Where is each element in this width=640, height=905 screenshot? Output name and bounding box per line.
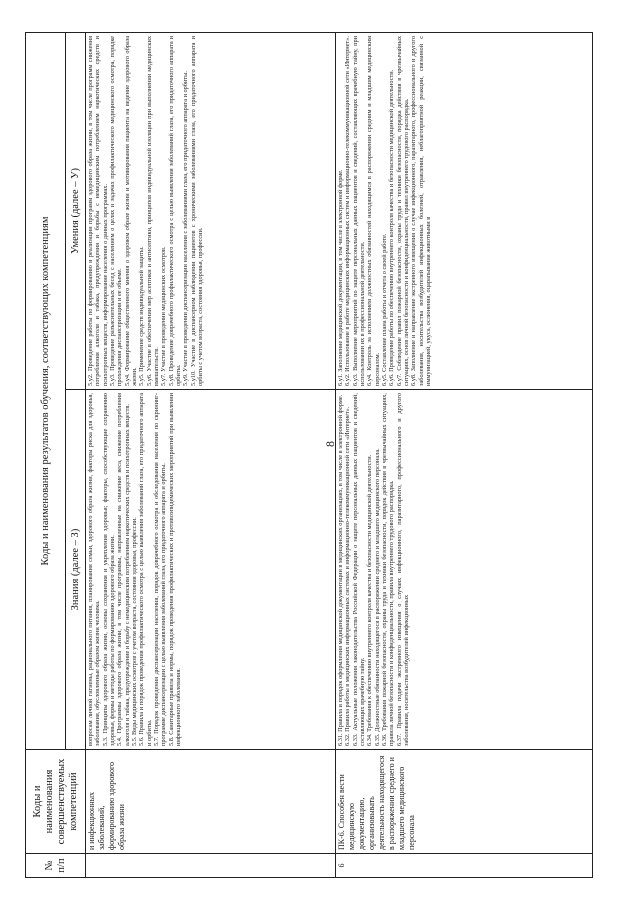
knowledge-item: 6.32. Правила работы в медицинских информационных системах и информационно-телекоммуникационной сети «Интернет». bbox=[344, 406, 352, 746]
row-num: 6 bbox=[336, 854, 593, 878]
knowledge-item: 6.34. Требования к обеспечению внутреннего контроля качества и безопасности медицинской деятельности. bbox=[366, 454, 374, 746]
row-competence: и инфекционных заболеваний, формированию здорового образа жизни bbox=[86, 750, 336, 854]
knowledge-item: 6.37. Правила подачи экстренного извещения о случаях инфекционного, паразитарного, профессионального и другого заболевания, носительства возбудителей инфекционных bbox=[395, 393, 411, 746]
skill-item: 5.у2. Проведение работы по формированию и реализации программ здорового образа жизни, в том числе программ снижения потребления алкоголя и табака, предупреждения и борьбы с немедицинским потреблением наркотических средств и психотропных веществ, информирование населения о данных программах. bbox=[87, 35, 109, 386]
page-number: 8 bbox=[323, 441, 337, 447]
skill-item: 5.у8. Проведение доврачебного профилактического осмотра с целью выявления заболеваний глаза, его придаточного аппарата и орбиты. bbox=[167, 35, 183, 386]
skill-item: 6.у2. Использование в работе медицинских информационных систем и информационно-телекоммуникационной сети «Интернет». bbox=[344, 36, 352, 386]
knowledge-item: 5.5. Виды медицинских осмотров с учетом возраста, состояния здоровья, профессии. bbox=[131, 517, 139, 746]
header-competence: Коды и наименования совершенствуемых компетенций bbox=[26, 750, 86, 854]
competence-table bbox=[25, 32, 593, 878]
row-skills bbox=[336, 32, 593, 389]
skill-item: 6.у4. Контроль за исполнением должностных обязанностей находящимся в распоряжении средним и младшим медицинским персоналом. bbox=[366, 35, 381, 386]
header-num: № п/п bbox=[26, 854, 86, 878]
skill-item: 5.у10. Участие в диспансерном наблюдении пациентов с хроническими заболеваниями глаза, его придаточного аппарата и орбиты с учетом возраста, состояния здоровья, профессии. bbox=[189, 35, 205, 386]
knowledge-item: 5.6. Правила и порядок проведения профилактического осмотра с целью выявления заболеваний глаза, его придаточного аппарата и орбиты. bbox=[138, 393, 153, 746]
skill-item: 6.у8. Заполнение и направление экстренного извещения о случае инфекционного, паразитарного, профессионального и другого заболевания, носительства возбудителей инфекционных болезней, отравления, неблагоприятной реакции, связанной с иммунизацией, укуса, ослюнения, оцарапывания животными в bbox=[410, 35, 433, 386]
header-results: Коды и наименования результатов обучения, соответствующих компетенциям bbox=[26, 32, 66, 749]
skill-item: 6.у3. Выполнение мероприятий по защите персональных данных пациентов и сведений, составляющих врачебную тайну, при использовании их в профессиональной деятельности. bbox=[351, 35, 367, 386]
row-skills bbox=[86, 32, 336, 389]
skill-item: 5.у6. Участие в обеспечении мер асептики и антисептики, принципов индивидуальной изоляции при выполнении медицинских вмешательств. bbox=[145, 35, 161, 386]
skill-item: 5.у5. Применение средств индивидуальной защиты. bbox=[138, 246, 146, 386]
skill-item: 5.у9. Участие в проведении диспансеризации населения с заболеваниями глаза, его придаточного аппарата и орбиты. bbox=[182, 71, 190, 386]
knowledge-item: 5.4. Программы здорового образа жизни, в том числе программы, направленные на снижение веса, снижение потребления алкоголя и табака, предупреждение и борьбу с немедицинским потреблением наркотических средств и психотропных веществ. bbox=[116, 393, 131, 746]
knowledge-item: 6.31. Правила и порядок оформления медицинской документации в медицинских организациях, в том числе в электронной форме. bbox=[337, 394, 344, 746]
skill-item: 5.у3. Проведение разъяснительных бесед с населением о целях и задачах профилактического медицинского осмотра, порядке прохождения диспансеризации и ее объеме. bbox=[109, 35, 124, 386]
skill-item: 6.у7. Соблюдение правил пожарной безопасности, охраны труда и техники безопасности, порядка действия в чрезвычайных ситуациях, основ личной безопасности и конфиденциальности, правил внутреннего трудового распорядка. bbox=[395, 35, 411, 386]
skill-item: 6.у6. Проведение работы по обеспечению внутреннего контроля качества и безопасности медицинской деятельности. bbox=[388, 69, 396, 386]
header-skills: Умения (далее – У) bbox=[66, 32, 86, 389]
header-row-1 bbox=[26, 32, 66, 877]
header-knowledge: Знания (далее – З) bbox=[66, 390, 86, 750]
row-knowledge bbox=[86, 390, 336, 750]
skill-item: 5.у4. Формирование общественного мнения о здоровом образе жизни и мотивирования пациента на ведение здорового образа жизни. bbox=[123, 35, 139, 386]
knowledge-item: 6.35. Должностные обязанности находящегося в распоряжении среднего и младшего медицинского персонала. bbox=[373, 448, 381, 746]
row-competence: ПК-6. Способен вести медицинскую документацию, организовывать деятельность находящегося в распоряжении среднего и младшего медицинского персонала bbox=[336, 750, 593, 854]
table-row bbox=[336, 32, 593, 877]
skill-item: 6.у5. Составление плана работы и отчета о своей работе. bbox=[381, 233, 389, 386]
skill-item: 6.у1. Заполнение медицинской документации, в том числе в электронной форме. bbox=[337, 169, 344, 386]
knowledge-item: 6.36. Требования пожарной безопасности, охраны труда и техники безопасности, порядок действия в чрезвычайных ситуациях, правила личной безопасности и конфиденциальности, правила внутреннего трудового распорядка. bbox=[381, 393, 396, 746]
skill-item: 5.у7. Участие в проведении медицинских осмотров. bbox=[160, 246, 168, 386]
knowledge-item: 5.3. Принципы здорового образа жизни, основы сохранения и укрепления здоровья; факторы, способствующие сохранению здоровья, формы и методы работы по формированию здорового образа жизни. bbox=[101, 393, 117, 746]
row-knowledge bbox=[336, 390, 593, 750]
row-num bbox=[86, 854, 336, 878]
knowledge-item: вопросам личной гигиены, рационального питания, планирования семьи, здорового образа жизни, факторы риска для здоровья, заболевания, обусловленные образом жизни человека. bbox=[87, 393, 102, 746]
knowledge-item: 5.8. Санитарные правила и нормы, порядок проведения профилактических и противоэпидемических мероприятий при выявлении инфекционного заболевания. bbox=[167, 393, 183, 746]
table-row bbox=[86, 32, 336, 877]
knowledge-item: 6.33. Актуальные положения законодательства Российской Федерации о защите персональных данных пациентов и сведений, составляющих врачебную тайну. bbox=[351, 393, 367, 746]
document-page-rotated bbox=[25, 33, 593, 878]
knowledge-item: 5.7. Порядок проведения диспансеризации населения, порядок доврачебного осмотра и обследования населения по скрининг-программе диспансеризации с целью выявления заболеваний глаза, его придаточного аппарата и орбиты. bbox=[153, 393, 168, 746]
